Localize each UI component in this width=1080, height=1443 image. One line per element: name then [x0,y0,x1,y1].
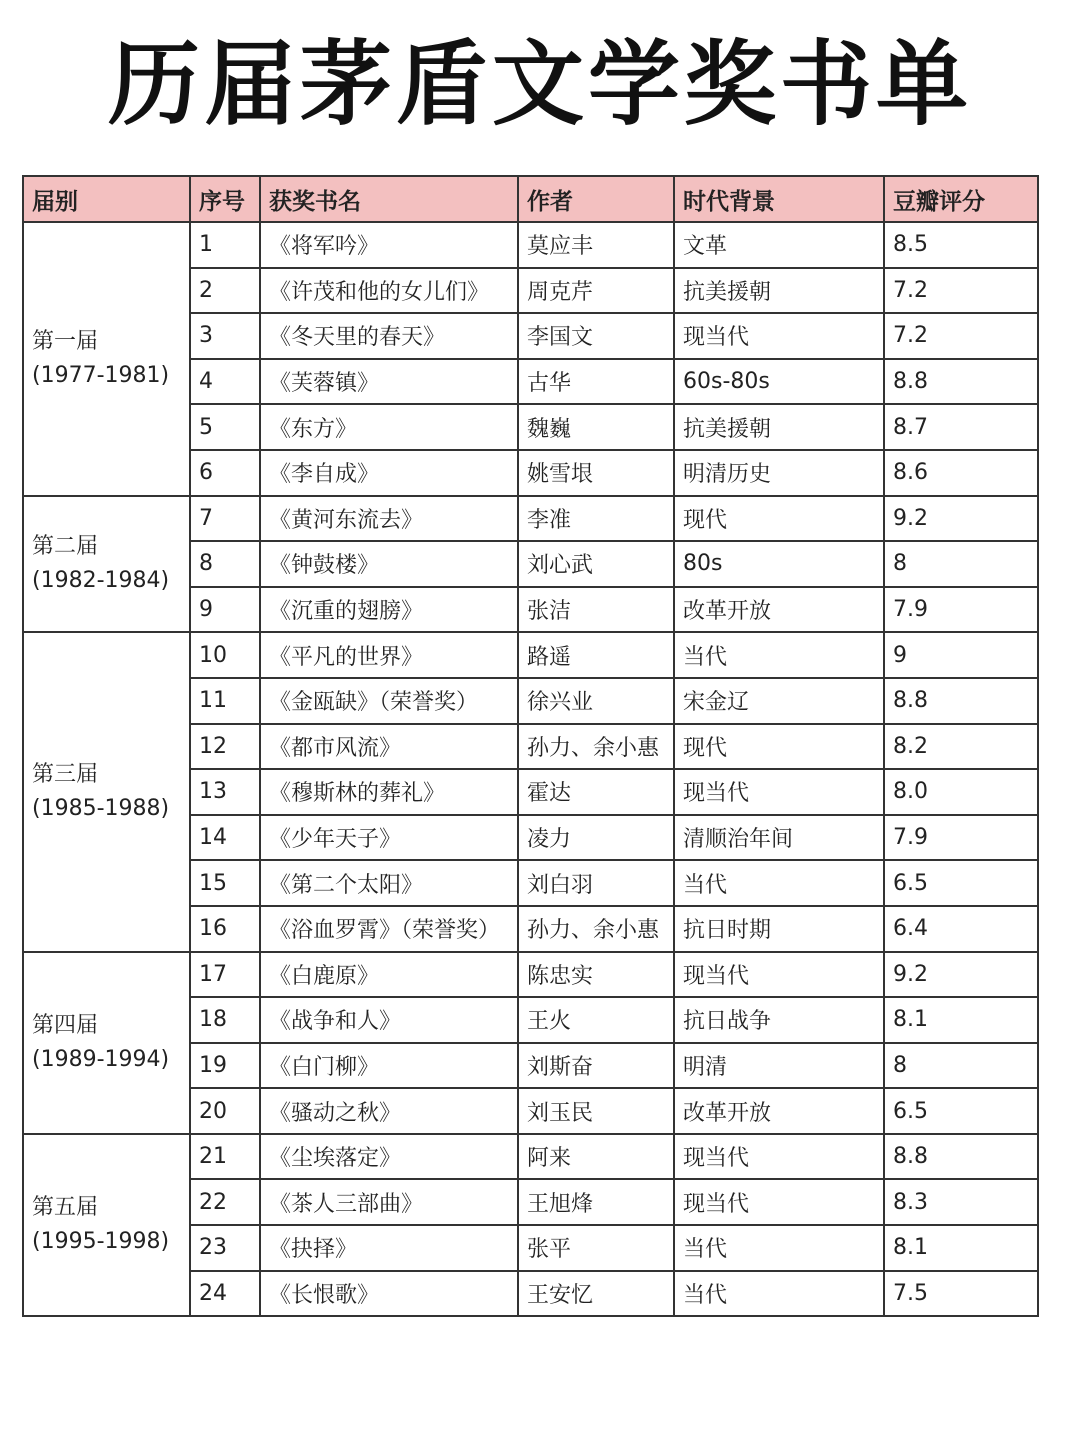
book-author: 王安忆 [518,1271,674,1317]
book-author: 姚雪垠 [518,450,674,496]
book-title: 《骚动之秋》 [260,1088,518,1134]
session-cell [23,222,190,496]
book-douban-score: 8.8 [884,359,1038,405]
book-title: 《李自成》 [260,450,518,496]
book-title: 《金瓯缺》（荣誉奖） [260,678,518,724]
book-era: 当代 [674,1271,884,1317]
book-title: 《战争和人》 [260,997,518,1043]
book-title: 《茶人三部曲》 [260,1179,518,1225]
book-author: 徐兴业 [518,678,674,724]
book-number: 1 [190,222,260,268]
book-douban-score: 8.0 [884,769,1038,815]
session-cell [23,1134,190,1316]
book-author: 王火 [518,997,674,1043]
table-row [23,952,1038,998]
book-title: 《第二个太阳》 [260,860,518,906]
book-era: 宋金辽 [674,678,884,724]
session-years: (1989-1994) [32,1046,170,1072]
book-author: 张洁 [518,587,674,633]
book-author: 孙力、余小惠 [518,724,674,770]
session-name: 第三届 [32,761,99,787]
table-body [23,222,1038,1316]
header-row [23,176,1038,222]
book-author: 魏巍 [518,404,674,450]
table-row [23,1134,1038,1180]
book-author: 孙力、余小惠 [518,906,674,952]
book-author: 阿来 [518,1134,674,1180]
book-title: 《冬天里的春天》 [260,313,518,359]
book-number: 21 [190,1134,260,1180]
book-number: 22 [190,1179,260,1225]
book-era: 现代 [674,724,884,770]
book-douban-score: 9 [884,632,1038,678]
book-title: 《少年天子》 [260,815,518,861]
book-title: 《白门柳》 [260,1043,518,1089]
book-era: 清顺治年间 [674,815,884,861]
book-number: 2 [190,268,260,314]
book-author: 陈忠实 [518,952,674,998]
book-era: 现当代 [674,952,884,998]
book-era: 明清历史 [674,450,884,496]
book-title: 《平凡的世界》 [260,632,518,678]
book-number: 18 [190,997,260,1043]
session-cell [23,952,190,1134]
book-number: 12 [190,724,260,770]
book-number: 11 [190,678,260,724]
book-title: 《将军吟》 [260,222,518,268]
session-years: (1985-1988) [32,795,170,821]
book-era: 现当代 [674,1134,884,1180]
book-era: 当代 [674,860,884,906]
book-era: 抗日时期 [674,906,884,952]
book-author: 凌力 [518,815,674,861]
award-book-table [22,175,1039,1317]
book-author: 刘斯奋 [518,1043,674,1089]
book-douban-score: 8.1 [884,997,1038,1043]
book-number: 19 [190,1043,260,1089]
book-douban-score: 8 [884,541,1038,587]
header-douban-score: 豆瓣评分 [884,176,1038,222]
book-douban-score: 8.6 [884,450,1038,496]
session-cell [23,632,190,951]
book-era: 现当代 [674,1179,884,1225]
book-title: 《东方》 [260,404,518,450]
book-era: 改革开放 [674,587,884,633]
book-era: 明清 [674,1043,884,1089]
book-douban-score: 9.2 [884,952,1038,998]
session-name: 第一届 [32,328,99,354]
book-douban-score: 7.5 [884,1271,1038,1317]
book-author: 张平 [518,1225,674,1271]
session-cell [23,496,190,633]
book-douban-score: 8.1 [884,1225,1038,1271]
book-number: 14 [190,815,260,861]
book-number: 4 [190,359,260,405]
book-douban-score: 8.3 [884,1179,1038,1225]
table-row [23,496,1038,542]
book-title: 《许茂和他的女儿们》 [260,268,518,314]
book-author: 王旭烽 [518,1179,674,1225]
book-author: 李准 [518,496,674,542]
book-title: 《浴血罗霄》（荣誉奖） [260,906,518,952]
book-number: 6 [190,450,260,496]
header-era: 时代背景 [674,176,884,222]
book-era: 当代 [674,632,884,678]
book-era: 抗日战争 [674,997,884,1043]
book-douban-score: 7.2 [884,268,1038,314]
book-douban-score: 8 [884,1043,1038,1089]
book-douban-score: 8.8 [884,1134,1038,1180]
book-title: 《沉重的翅膀》 [260,587,518,633]
session-years: (1982-1984) [32,567,170,593]
book-title: 《都市风流》 [260,724,518,770]
book-author: 刘白羽 [518,860,674,906]
book-number: 15 [190,860,260,906]
book-douban-score: 9.2 [884,496,1038,542]
book-douban-score: 7.9 [884,587,1038,633]
book-era: 当代 [674,1225,884,1271]
book-era: 改革开放 [674,1088,884,1134]
session-name: 第五届 [32,1195,99,1221]
header-book-title: 获奖书名 [260,176,518,222]
book-douban-score: 7.9 [884,815,1038,861]
book-era: 60s-80s [674,359,884,405]
book-number: 7 [190,496,260,542]
header-author: 作者 [518,176,674,222]
book-era: 文革 [674,222,884,268]
book-era: 抗美援朝 [674,404,884,450]
book-title: 《长恨歌》 [260,1271,518,1317]
book-number: 24 [190,1271,260,1317]
page-title: 历届茅盾文学奖书单 [107,31,972,138]
book-title: 《黄河东流去》 [260,496,518,542]
session-years: (1995-1998) [32,1229,170,1255]
book-number: 9 [190,587,260,633]
book-number: 3 [190,313,260,359]
book-title: 《尘埃落定》 [260,1134,518,1180]
session-name: 第四届 [32,1012,99,1038]
book-title: 《抉择》 [260,1225,518,1271]
book-era: 现代 [674,496,884,542]
table-row [23,222,1038,268]
book-douban-score: 8.8 [884,678,1038,724]
book-author: 李国文 [518,313,674,359]
header-number: 序号 [190,176,260,222]
book-author: 周克芹 [518,268,674,314]
book-era: 80s [674,541,884,587]
book-era: 现当代 [674,769,884,815]
book-number: 16 [190,906,260,952]
book-author: 霍达 [518,769,674,815]
book-era: 抗美援朝 [674,268,884,314]
header-session: 届别 [23,176,190,222]
book-author: 刘玉民 [518,1088,674,1134]
book-author: 路遥 [518,632,674,678]
session-years: (1977-1981) [32,362,170,388]
book-douban-score: 6.5 [884,1088,1038,1134]
book-author: 刘心武 [518,541,674,587]
book-douban-score: 8.2 [884,724,1038,770]
book-number: 8 [190,541,260,587]
book-number: 17 [190,952,260,998]
book-number: 10 [190,632,260,678]
book-douban-score: 6.4 [884,906,1038,952]
book-title: 《芙蓉镇》 [260,359,518,405]
book-number: 20 [190,1088,260,1134]
book-number: 5 [190,404,260,450]
session-name: 第二届 [32,533,99,559]
book-number: 13 [190,769,260,815]
book-title: 《白鹿原》 [260,952,518,998]
book-douban-score: 7.2 [884,313,1038,359]
table-row [23,632,1038,678]
book-douban-score: 8.5 [884,222,1038,268]
book-number: 23 [190,1225,260,1271]
book-title: 《穆斯林的葬礼》 [260,769,518,815]
book-douban-score: 8.7 [884,404,1038,450]
book-title: 《钟鼓楼》 [260,541,518,587]
book-era: 现当代 [674,313,884,359]
book-douban-score: 6.5 [884,860,1038,906]
book-author: 古华 [518,359,674,405]
book-author: 莫应丰 [518,222,674,268]
